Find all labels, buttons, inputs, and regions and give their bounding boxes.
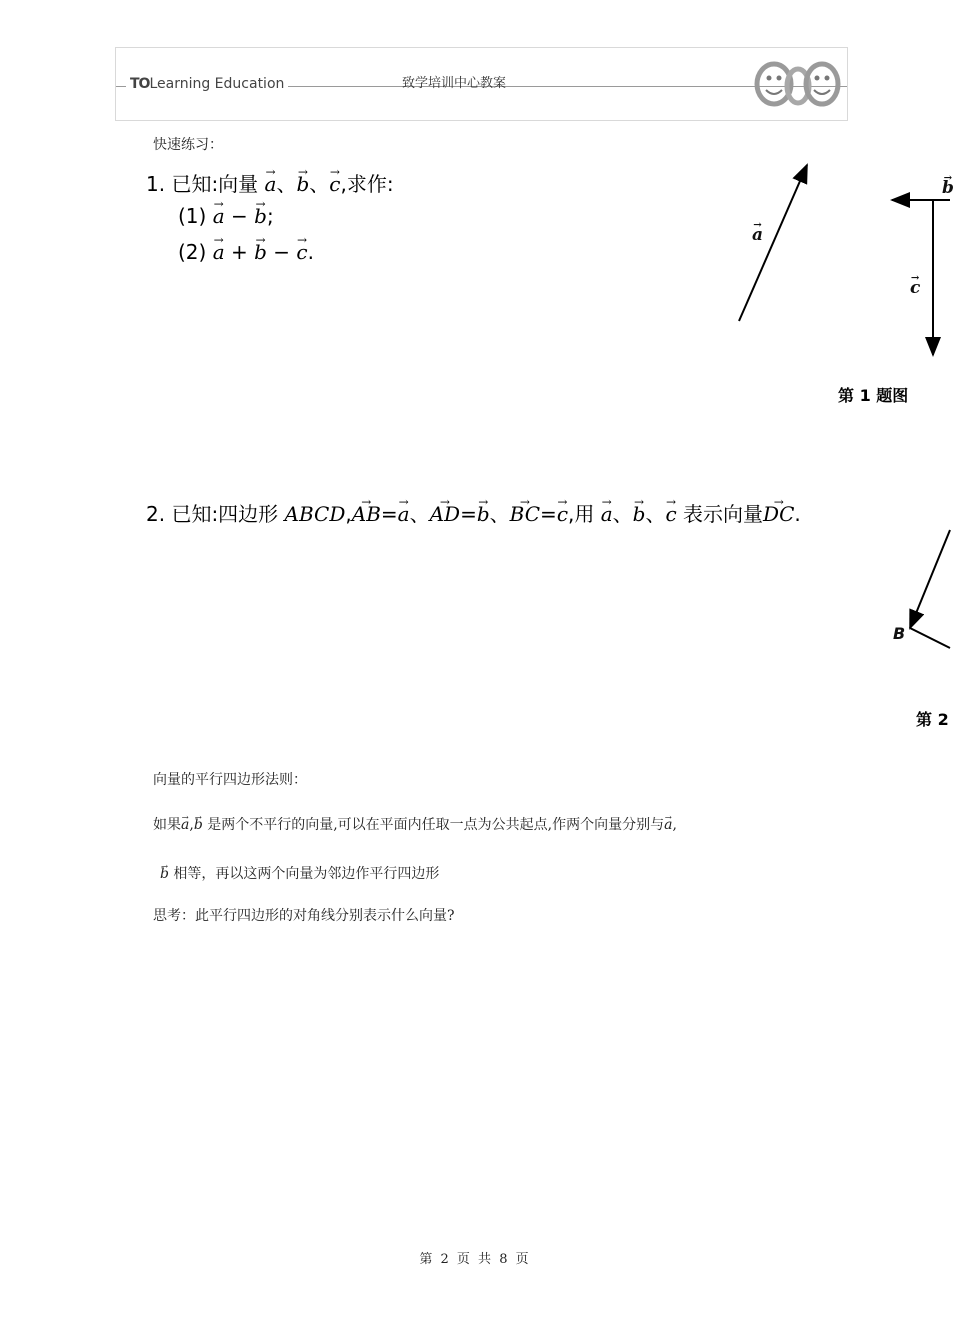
problem-1-part-1 bbox=[178, 204, 274, 228]
part-label: (1) bbox=[178, 204, 207, 228]
equals: = bbox=[380, 502, 398, 526]
figure-1-label-a bbox=[752, 225, 763, 245]
vector-c: → c bbox=[665, 502, 676, 526]
figure-1-caption: 第 1 题图 bbox=[838, 386, 909, 405]
separator: 、 bbox=[409, 502, 430, 526]
vector-a: → a bbox=[213, 240, 225, 264]
header-title: 致学培训中心教案 bbox=[402, 76, 507, 91]
parallelogram-heading: 向量的平行四边形法则： bbox=[153, 772, 307, 788]
vector-c: → c bbox=[557, 502, 568, 526]
logo-icon bbox=[752, 56, 842, 108]
equals: = bbox=[460, 502, 477, 526]
equals: = bbox=[540, 502, 557, 526]
brand-name bbox=[126, 76, 288, 92]
vector-b: → b bbox=[254, 204, 267, 228]
vector-a: → a bbox=[601, 502, 613, 526]
figure-2-label-b: B bbox=[893, 624, 906, 643]
vector-c: → c bbox=[910, 278, 920, 298]
text: 相等，再以这两个向量为邻边作平行四边形 bbox=[173, 866, 440, 882]
punctuation: , bbox=[672, 817, 677, 833]
punctuation: , bbox=[345, 502, 352, 526]
parallelogram-line-2 bbox=[160, 863, 439, 883]
part-label: (2) bbox=[178, 240, 207, 264]
problem-1-part-2 bbox=[178, 240, 314, 264]
quadrilateral-name: ABCD bbox=[284, 502, 346, 526]
think-question: 思考：此平行四边形的对角线分别表示什么向量? bbox=[153, 908, 455, 924]
vector-a: → a bbox=[664, 817, 672, 833]
vector-a: → a bbox=[181, 817, 189, 833]
vector-b: → b bbox=[160, 866, 169, 882]
punctuation: ; bbox=[266, 204, 274, 228]
separator: 、 bbox=[612, 502, 633, 526]
vector-a: → a bbox=[752, 225, 763, 245]
figure-2-edge bbox=[910, 530, 950, 628]
punctuation: , bbox=[189, 817, 194, 833]
vector-c: → c bbox=[329, 172, 340, 196]
vector-a: → a bbox=[265, 172, 277, 196]
vector-ad: → AD bbox=[430, 502, 460, 526]
separator: 、 bbox=[489, 502, 510, 526]
text: 如果 bbox=[153, 817, 181, 833]
problem-2-statement bbox=[146, 498, 801, 527]
problem-1-prefix: 1. 已知:向量 bbox=[146, 172, 259, 196]
vector-a: → a bbox=[213, 204, 225, 228]
page-header bbox=[115, 47, 848, 121]
problem-2-prefix: 2. 已知:四边形 bbox=[146, 502, 279, 526]
vector-dc: → DC bbox=[763, 502, 794, 526]
figure-1-label-c bbox=[910, 278, 920, 298]
vector-b: → b bbox=[194, 817, 203, 833]
operator: − bbox=[273, 240, 291, 264]
vector-b: → b bbox=[296, 172, 309, 196]
separator: 、 bbox=[309, 172, 330, 196]
figure-2-caption: 第 2 bbox=[916, 710, 949, 729]
vector-b: → b bbox=[477, 502, 490, 526]
vector-b: → b bbox=[633, 502, 646, 526]
figure-2-edge bbox=[910, 628, 950, 648]
brand-to: TO bbox=[130, 76, 150, 92]
vector-c: → c bbox=[296, 240, 307, 264]
vector-b: → b bbox=[942, 178, 954, 198]
punctuation: . bbox=[307, 240, 314, 264]
page-footer: 第 2 页 共 8 页 bbox=[419, 1252, 531, 1267]
quick-practice-heading: 快速练习： bbox=[153, 137, 223, 153]
vector-a: → a bbox=[398, 502, 410, 526]
separator: 、 bbox=[276, 172, 297, 196]
use-text: ,用 bbox=[568, 502, 595, 526]
figure-1-label-b bbox=[942, 178, 954, 198]
operator: + bbox=[231, 240, 248, 264]
punctuation: . bbox=[794, 502, 801, 526]
brand-rest: Learning Education bbox=[149, 76, 285, 92]
represent-text: 表示向量 bbox=[683, 502, 764, 526]
problem-1-figure bbox=[700, 150, 950, 370]
vector-a-arrow bbox=[739, 165, 807, 321]
text: 是两个不平行的向量,可以在平面内任取一点为公共起点,作两个向量分别与 bbox=[207, 817, 665, 833]
vector-ab: → AB bbox=[352, 502, 381, 526]
parallelogram-line-1 bbox=[153, 814, 677, 834]
vector-b: → b bbox=[254, 240, 267, 264]
separator: 、 bbox=[645, 502, 666, 526]
problem-1-suffix: ,求作: bbox=[340, 172, 394, 196]
operator: − bbox=[231, 204, 248, 228]
problem-1-statement bbox=[146, 168, 394, 197]
vector-bc: → BC bbox=[510, 502, 540, 526]
